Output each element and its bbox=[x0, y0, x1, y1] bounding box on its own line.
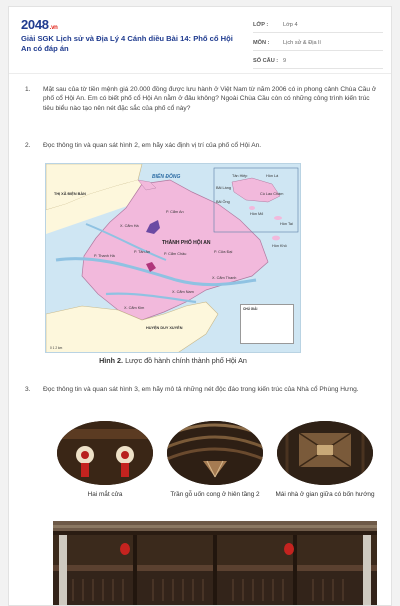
meta-subject bbox=[253, 35, 383, 51]
map-label-thanh-ha: P. Thanh Hà bbox=[94, 254, 115, 258]
question-number: 3. bbox=[25, 386, 31, 393]
figure-3-photos bbox=[53, 421, 377, 521]
map-label-bai-ong: Bãi Ông bbox=[216, 200, 230, 204]
question-number: 2. bbox=[25, 142, 31, 149]
photo-caption: Hai mắt cửa bbox=[87, 491, 123, 498]
meta-key: MÔN : bbox=[253, 39, 270, 46]
map-label-sea: BIỂN ĐÔNG bbox=[152, 174, 181, 180]
map-label-cam-thanh: X. Cẩm Thanh bbox=[212, 276, 237, 280]
meta-value: Lớp 4 bbox=[283, 21, 298, 28]
logo-suffix: .vn bbox=[49, 25, 58, 31]
map-label-hon-mo: Hòn Mỏ bbox=[250, 212, 264, 216]
figure-caption bbox=[45, 356, 301, 365]
map-label-tan-hiep: Tân Hiệp bbox=[232, 174, 248, 178]
map-label-hon-kho: Hòn Khô bbox=[272, 244, 287, 248]
map-label-duy-xuyen: HUYỆN DUY XUYÊN bbox=[146, 326, 183, 330]
photo-card bbox=[53, 421, 157, 521]
map-scale: 0 1 2 km bbox=[50, 346, 63, 350]
curved-ceiling-photo bbox=[167, 421, 263, 485]
header-divider bbox=[9, 73, 392, 74]
figure-caption-label: Hình 2. bbox=[99, 356, 124, 365]
map-label-hon-la: Hòn Lá bbox=[266, 174, 279, 178]
photo-caption: Mái nhà ở gian giữa có bốn hướng bbox=[275, 491, 375, 498]
document-meta bbox=[253, 17, 383, 71]
four-way-roof-photo bbox=[277, 421, 373, 485]
meta-key: SỐ CÂU : bbox=[253, 57, 279, 64]
question-number: 1. bbox=[25, 86, 31, 93]
map-label-cam-an: P. Cẩm An bbox=[166, 210, 184, 214]
site-logo[interactable] bbox=[21, 17, 58, 32]
map-label-cam-nam: X. Cẩm Nam bbox=[172, 290, 194, 294]
meta-value: Lịch sử & Địa lí bbox=[283, 39, 321, 46]
map-label-cam-ha: X. Cẩm Hà bbox=[120, 224, 139, 228]
map-label-cam-chau: P. Cẩm Châu bbox=[164, 252, 187, 256]
document-header bbox=[9, 7, 392, 73]
question-text: Mặt sau của tờ tiền mệnh giá 20.000 đồng được lưu hành ở Việt Nam từ năm 2006 có in phong cảnh Chùa Cầu ở phố cổ Hội An. Em có biết phố cổ Hội An nằm ở đâu không? Ngoài Chùa Cầu còn có những công trình kiến trúc tiêu biểu nào tạo nên nét đặc sắc của phố cổ này? bbox=[43, 86, 377, 112]
map-label-cua-dai: P. Cửa Đại bbox=[214, 250, 233, 254]
logo-text: 2048 bbox=[21, 17, 49, 32]
document-page bbox=[8, 6, 392, 606]
map-label-cam-kim: X. Cẩm Kim bbox=[124, 306, 145, 310]
question-3 bbox=[25, 385, 377, 394]
meta-value: 9 bbox=[283, 57, 287, 64]
map-label-bai-lang: Bãi Làng bbox=[216, 186, 231, 190]
map-label-dien-ban: THỊ XÃ ĐIỆN BÀN bbox=[54, 192, 86, 196]
meta-grade bbox=[253, 17, 383, 33]
document-title: Giải SGK Lịch sử và Địa Lý 4 Cánh diều Bài 14: Phố cổ Hội An có đáp án bbox=[21, 34, 233, 53]
map-legend bbox=[240, 304, 294, 344]
meta-question-count bbox=[253, 53, 383, 69]
question-text: Đọc thông tin và quan sát hình 2, em hãy xác định vị trí của phố cổ Hội An. bbox=[43, 142, 262, 149]
map-label-hon-tai: Hòn Tai bbox=[280, 222, 293, 226]
photo-card bbox=[163, 421, 267, 521]
question-text: Đọc thông tin và quan sát hình 3, em hãy mô tả những nét độc đáo trong kiến trúc của Nhà cổ Phùng Hưng. bbox=[43, 386, 359, 393]
map-label-cu-lao-cham: Cù Lao Chàm bbox=[260, 192, 284, 196]
door-eyes-photo bbox=[57, 421, 153, 485]
photo-card bbox=[273, 421, 377, 521]
question-1 bbox=[25, 85, 377, 113]
meta-key: LỚP : bbox=[253, 21, 269, 28]
map-label-city: THÀNH PHỐ HỘI AN bbox=[162, 240, 211, 246]
map-label-tan-an: P. Tân An bbox=[134, 250, 151, 254]
hoi-an-map bbox=[45, 163, 301, 353]
question-2 bbox=[25, 141, 377, 150]
legend-title: CHÚ GIẢI bbox=[243, 307, 258, 311]
figure-caption-text: Lược đồ hành chính thành phố Hội An bbox=[125, 356, 247, 365]
phung-hung-house-photo bbox=[53, 521, 377, 606]
photo-caption: Trần gỗ uốn cong ở hiên tầng 2 bbox=[170, 491, 260, 498]
